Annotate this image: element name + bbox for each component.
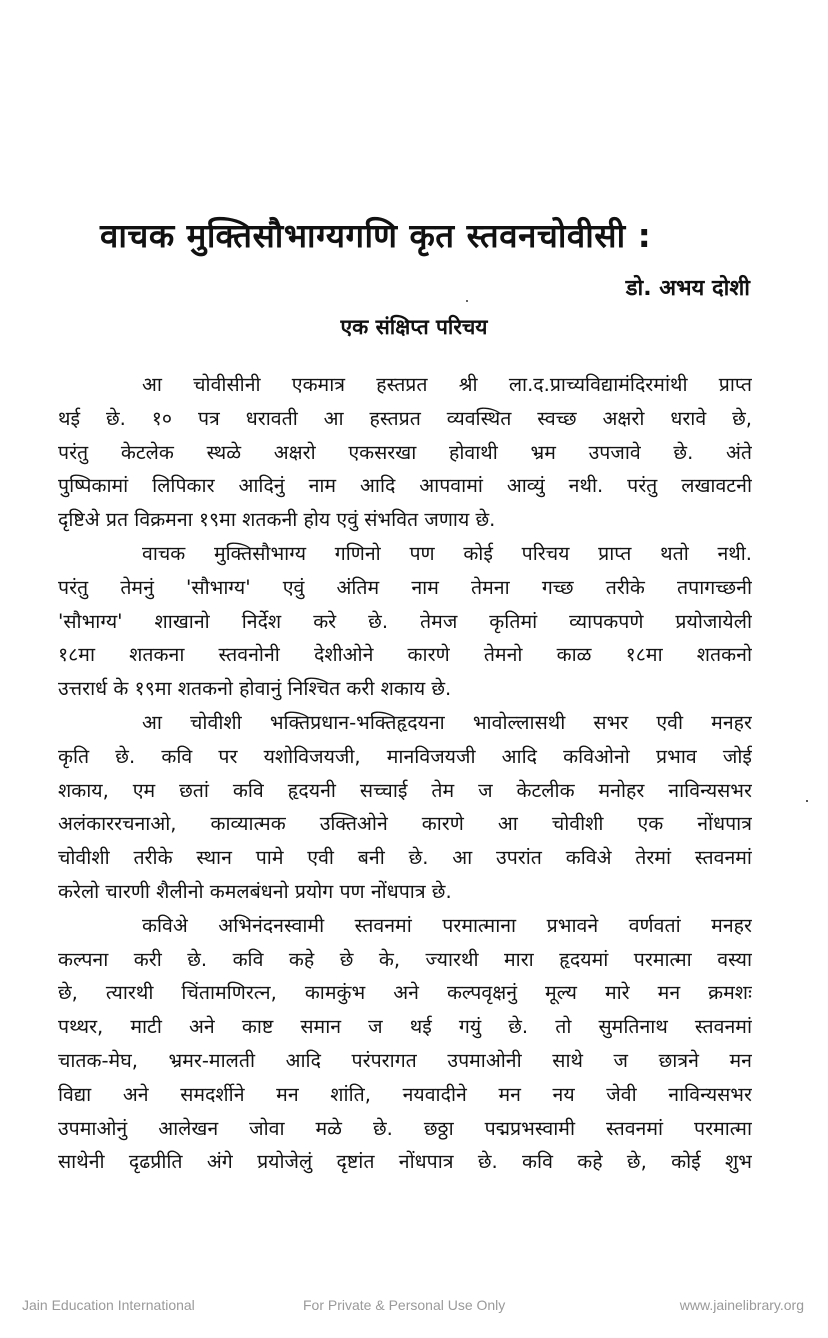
footer-usage-note: For Private & Personal Use Only bbox=[303, 1297, 506, 1313]
paragraph-4-line: चातक-मेघ, भ्रमर-मालती आदि परंपरागत उपमाओनी साथे ज छात्रने मन bbox=[58, 1048, 752, 1072]
paragraph-1-line: थई छे. १० पत्र धरावती आ हस्तप्रत व्यवस्थित स्वच्छ अक्षरो धरावे छे, bbox=[58, 406, 752, 430]
paragraph-4-line: कल्पना करी छे. कवि कहे छे के, ज्यारथी मारा हृदयमां परमात्मा वस्या bbox=[58, 947, 752, 971]
body-text bbox=[58, 368, 752, 1179]
paragraph-2-line: उत्तरार्ध के १९मा शतकनो होवानुं निश्चित करी शकाय छे. bbox=[58, 677, 452, 701]
section-subtitle: एक संक्षिप्त परिचय bbox=[340, 315, 488, 339]
paragraph-1-line: पुष्पिकामां लिपिकार आदिनुं नाम आदि आपवामां आव्युं नथी. परंतु लखावटनी bbox=[58, 474, 752, 498]
paragraph-2-line: १८मा शतकना स्तवनोनी देशीओने कारणे तेमनो काळ १८मा शतकनो bbox=[58, 643, 752, 667]
paragraph-3-line: करेलो चारणी शैलीनो कमलबंधनो प्रयोग पण नोंधपात्र छे. bbox=[58, 879, 452, 903]
page-title: वाचक मुक्तिसौभाग्यगणि कृत स्तवनचोवीसी : bbox=[100, 216, 652, 255]
paragraph-4-line: छे, त्यारथी चिंतामणिरत्न, कामकुंभ अने कल्पवृक्षनुं मूल्य मारे मन क्रमशः bbox=[58, 981, 752, 1005]
paragraph-4-line: विद्या अने समदर्शीने मन शांति, नयवादीने मन नय जेवी नाविन्यसभर bbox=[58, 1082, 752, 1106]
paragraph-4-line: कविअे अभिनंदनस्वामी स्तवनमां परमात्माना प्रभावने वर्णवतां मनहर bbox=[142, 913, 752, 937]
stray-mark bbox=[466, 300, 468, 302]
footer-website-link[interactable]: www.jainelibrary.org bbox=[679, 1297, 804, 1313]
paragraph-2-line: वाचक मुक्तिसौभाग्य गणिनो पण कोई परिचय प्राप्त थतो नथी. bbox=[142, 541, 752, 565]
footer-publisher: Jain Education International bbox=[22, 1297, 195, 1313]
paragraph-3-line: चोवीशी तरीके स्थान पामे एवी बनी छे. आ उपरांत कविअे तेरमां स्तवनमां bbox=[58, 846, 752, 870]
paragraph-4-line: पथ्थर, माटी अने काष्ट समान ज थई गयुं छे. तो सुमतिनाथ स्तवनमां bbox=[58, 1015, 752, 1039]
paragraph-2-line: 'सौभाग्य' शाखानो निर्देश करे छे. तेमज कृतिमां व्यापकपणे प्रयोजायेली bbox=[58, 609, 752, 633]
paragraph-1-line: दृष्टिअे प्रत विक्रमना १९मा शतकनी होय एवुं संभवित जणाय छे. bbox=[58, 508, 496, 532]
paragraph-2-line: परंतु तेमनुं 'सौभाग्य' एवुं अंतिम नाम तेमना गच्छ तरीके तपागच्छनी bbox=[58, 575, 752, 599]
paragraph-4-line: उपमाओनुं आलेखन जोवा मळे छे. छठ्ठा पद्मप्रभस्वामी स्तवनमां परमात्मा bbox=[58, 1116, 752, 1140]
paragraph-1-line: आ चोवीसीनी एकमात्र हस्तप्रत श्री ला.द.प्राच्यविद्यामंदिरमांथी प्राप्त bbox=[142, 373, 752, 396]
paragraph-3-line: शकाय, एम छतां कवि हृदयनी सच्चाई तेम ज केटलीक मनोहर नाविन्यसभर bbox=[58, 778, 752, 802]
paragraph-3-line: आ चोवीशी भक्तिप्रधान-भक्तिहृदयना भावोल्लासथी सभर एवी मनहर bbox=[142, 710, 752, 734]
paragraph-4-line: साथेनी दृढप्रीति अंगे प्रयोजेलुं दृष्टांत नोंधपात्र छे. कवि कहे छे, कोई शुभ bbox=[58, 1150, 752, 1174]
scan-mark bbox=[806, 800, 808, 802]
author-name: डो. अभय दोशी bbox=[625, 276, 750, 301]
paragraph-3-line: कृति छे. कवि पर यशोविजयजी, मानविजयजी आदि कविओनो प्रभाव जोई bbox=[58, 744, 752, 768]
paragraph-1-line: परंतु केटलेक स्थळे अक्षरो एकसरखा होवाथी भ्रम उपजावे छे. अंते bbox=[58, 440, 752, 464]
paragraph-3-line: अलंकाररचनाओ, काव्यात्मक उक्तिओने कारणे आ चोवीशी एक नोंधपात्र bbox=[58, 812, 752, 836]
